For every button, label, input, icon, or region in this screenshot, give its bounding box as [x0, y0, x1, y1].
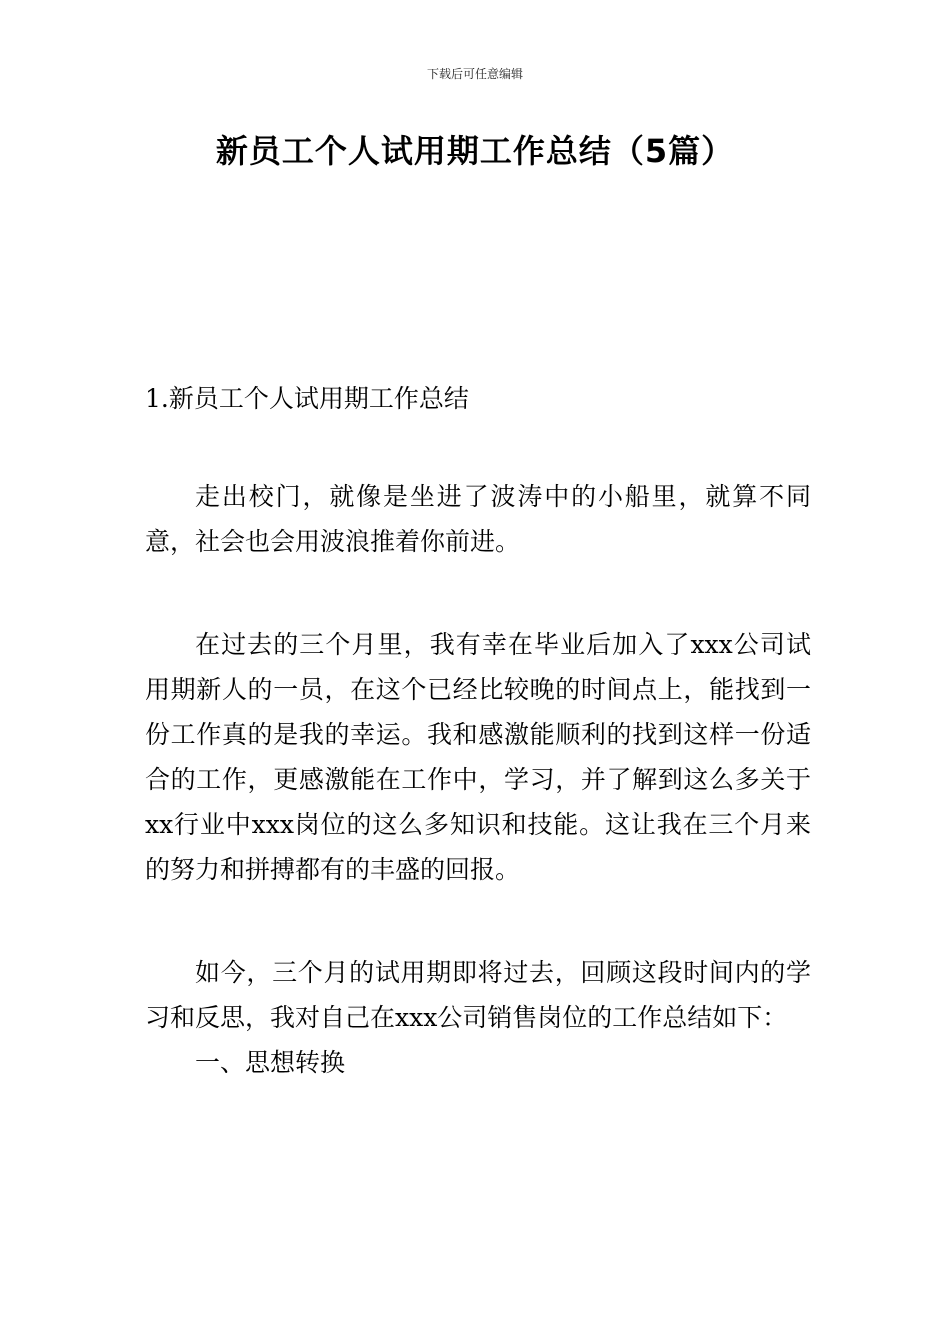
paragraph-summary-lead: 如今，三个月的试用期即将过去，回顾这段时间内的学习和反思，我对自己在xxx公司销售岗位的工作总结如下： [145, 958, 811, 1032]
section-heading: 1.新员工个人试用期工作总结 [145, 384, 469, 413]
paragraph-experience: 在过去的三个月里，我有幸在毕业后加入了xxx公司试用期新人的一员，在这个已经比较晚的时间点上，能找到一份工作真的是我的幸运。我和感激能顺利的找到这样一份适合的工作，更感激能在工作中，学习，并了解到这么多关于xx行业中xxx岗位的这么多知识和技能。这让我在三个月来的努力和拼搏都有的丰盛的回报。 [145, 630, 811, 884]
header-note: 下载后可任意编辑 [426, 67, 523, 81]
paragraph-intro: 走出校门，就像是坐进了波涛中的小船里，就算不同意，社会也会用波浪推着你前进。 [145, 482, 811, 556]
sub-heading: 一、思想转换 [195, 1048, 346, 1077]
document-title: 新员工个人试用期工作总结（5篇） [215, 132, 735, 170]
document-body [145, 376, 811, 1085]
